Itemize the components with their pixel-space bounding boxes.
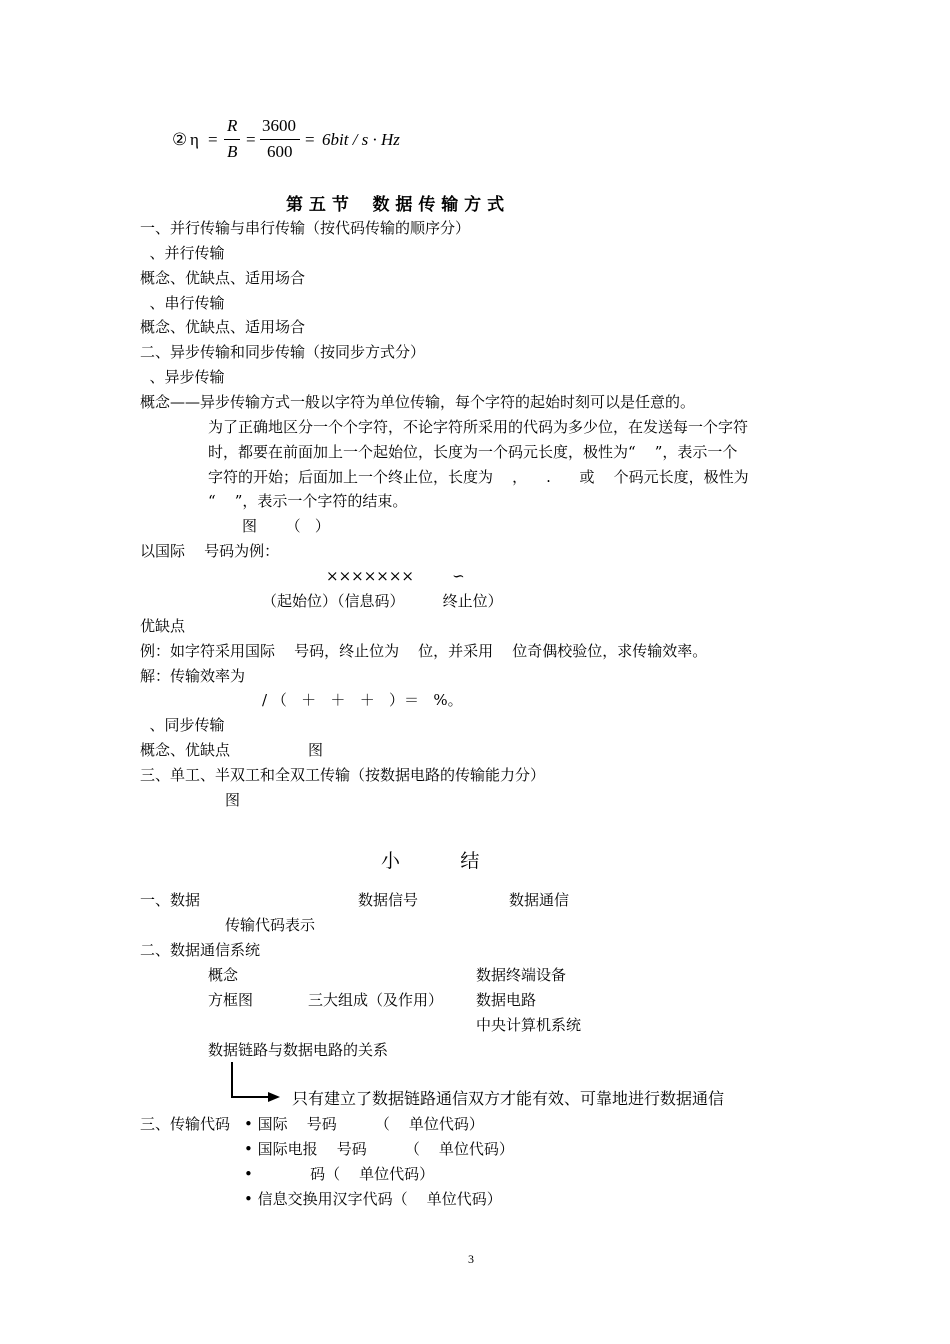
frame-labels: （起始位）（信息码） 终止位） bbox=[262, 592, 503, 610]
summary-item: 数据信号 bbox=[358, 891, 419, 909]
text-line: 优缺点 bbox=[140, 617, 186, 635]
efficiency-formula bbox=[172, 112, 432, 172]
text-line: 概念、优缺点 bbox=[140, 741, 231, 759]
figure-ref: 图 （ ） bbox=[242, 517, 330, 535]
summary-item: 概念 bbox=[208, 966, 239, 984]
text-line: 、串行传输 bbox=[140, 294, 225, 312]
text-line: 以国际 号码为例： bbox=[140, 542, 280, 560]
formula-result: 6bit / s · Hz bbox=[322, 130, 400, 149]
fraction-bar bbox=[260, 139, 300, 140]
arrow-line bbox=[231, 1096, 269, 1098]
text-line: 三、单工、半双工和全双工传输（按数据电路的传输能力分） bbox=[140, 766, 546, 784]
numerator-r: R bbox=[227, 116, 238, 135]
text-line: 一、并行传输与串行传输（按代码传输的顺序分） bbox=[140, 219, 471, 237]
arrow-line bbox=[231, 1062, 233, 1098]
eta-symbol: η bbox=[190, 130, 199, 149]
summary-item: 三、传输代码 bbox=[140, 1115, 231, 1133]
text-line: 字符的开始；后面加上一个终止位，长度为 ， . 或 个码元长度，极性为 bbox=[208, 468, 749, 486]
summary-item: 二、数据通信系统 bbox=[140, 941, 261, 959]
figure-ref: 图 bbox=[225, 791, 241, 809]
text-line: 概念、优缺点、适用场合 bbox=[140, 318, 306, 336]
arrow-head-icon bbox=[268, 1092, 280, 1102]
numerator-value: 3600 bbox=[262, 116, 296, 135]
solution-formula: / （ ＋ ＋ ＋ ）＝ %。 bbox=[262, 691, 463, 709]
summary-item: 数据链路与数据电路的关系 bbox=[208, 1041, 389, 1059]
text-line: 概念——异步传输方式一般以字符为单位传输，每个字符的起始时刻可以是任意的。 bbox=[140, 393, 696, 411]
summary-title: 小 结 bbox=[381, 850, 480, 872]
summary-item: 中央计算机系统 bbox=[476, 1016, 582, 1034]
equals-sign: = bbox=[305, 130, 315, 149]
example-text: 例：如字符采用国际 号码，终止位为 位，并采用 位奇偶校验位，求传输效率。 bbox=[140, 642, 708, 660]
text-line: 、异步传输 bbox=[140, 368, 225, 386]
code-item: • 码（ 单位代码） bbox=[244, 1165, 435, 1183]
frame-bits: ××××××× ∽ bbox=[326, 567, 465, 585]
figure-ref: 图 bbox=[308, 741, 324, 759]
denominator-value: 600 bbox=[267, 142, 293, 161]
fraction-bar bbox=[224, 139, 240, 140]
summary-item: 数据终端设备 bbox=[476, 966, 567, 984]
text-line: 概念、优缺点、适用场合 bbox=[140, 269, 306, 287]
code-item: • 国际电报 号码 （ 单位代码） bbox=[244, 1140, 514, 1158]
circled-number: ② bbox=[172, 130, 188, 149]
code-item: • 国际 号码 （ 单位代码） bbox=[244, 1115, 484, 1133]
text-line: 时，都要在前面加上一个起始位，长度为一个码元长度，极性为“ ”，表示一个 bbox=[208, 443, 738, 461]
summary-item: 方框图 bbox=[208, 991, 254, 1009]
summary-item: 数据电路 bbox=[476, 991, 537, 1009]
section-title: 第 五 节 数 据 传 输 方 式 bbox=[286, 195, 505, 215]
text-line: 、并行传输 bbox=[140, 244, 225, 262]
denominator-b: B bbox=[227, 142, 238, 161]
summary-item: 数据通信 bbox=[509, 891, 570, 909]
equals-sign: = bbox=[208, 130, 218, 149]
summary-item: 三大组成（及作用） bbox=[308, 991, 444, 1009]
solution-text: 解：传输效率为 bbox=[140, 667, 246, 685]
code-item: • 信息交换用汉字代码（ 单位代码） bbox=[244, 1190, 502, 1208]
text-line: 为了正确地区分一个个字符，不论字符所采用的代码为多少位，在发送每一个字符 bbox=[208, 418, 749, 436]
arrow-note: 只有建立了数据链路通信双方才能有效、可靠地进行数据通信 bbox=[292, 1089, 725, 1108]
summary-item: 一、数据 bbox=[140, 891, 201, 909]
page-number: 3 bbox=[468, 1252, 474, 1266]
text-line: 二、异步传输和同步传输（按同步方式分） bbox=[140, 343, 426, 361]
equals-sign: = bbox=[246, 130, 256, 149]
text-line: 、同步传输 bbox=[140, 716, 225, 734]
text-line: “ ”，表示一个字符的结束。 bbox=[208, 492, 408, 510]
summary-item: 传输代码表示 bbox=[225, 916, 316, 934]
